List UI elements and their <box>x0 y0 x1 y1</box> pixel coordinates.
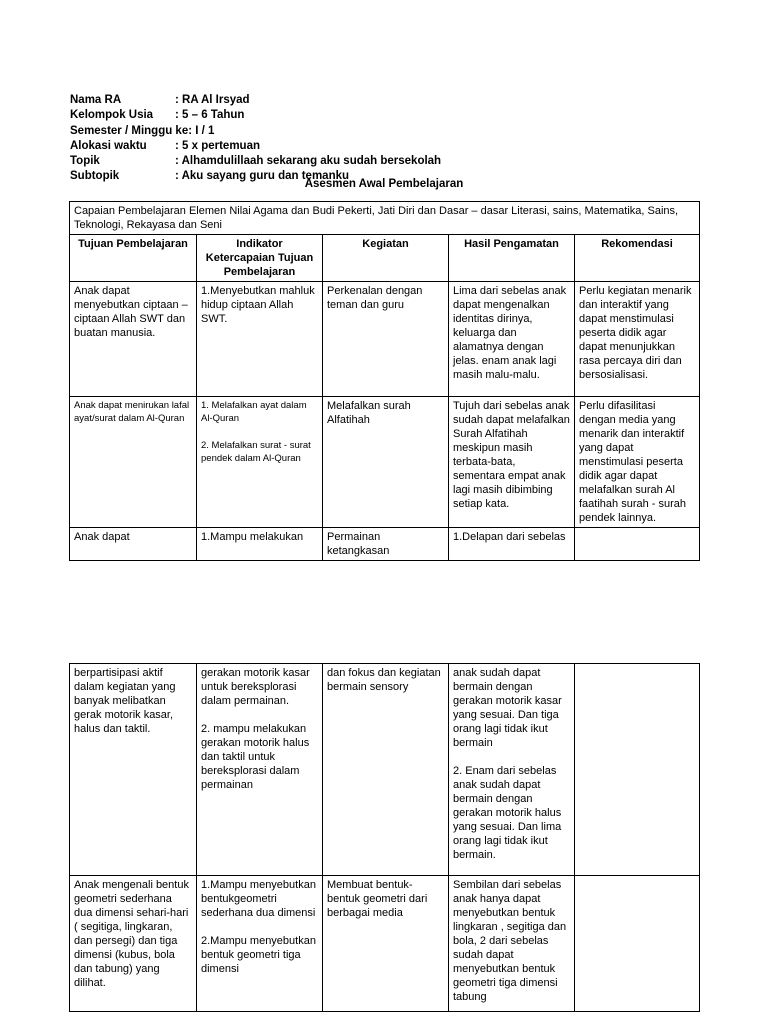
capaian-cell: Capaian Pembelajaran Elemen Nilai Agama dan Budi Pekerti, Jati Diri dan Dasar – dasar Literasi, sains, Matematika, Sains, Teknologi, Rekayasa dan Seni <box>70 202 700 235</box>
kegiatan-cell: Membuat bentuk-bentuk geometri dari berbagai media <box>323 876 449 1012</box>
field-value: : Aku sayang guru dan temanku <box>175 170 350 183</box>
field-value: : I / 1 <box>188 124 215 137</box>
indikator-item: 2. Melafalkan surat - surat pendek dalam Al-Quran <box>201 440 311 464</box>
hasil-cell <box>449 664 575 876</box>
field-value: : 5 – 6 Tahun <box>175 109 245 122</box>
field-label: Kelompok Usia <box>70 109 154 122</box>
field-label: Alokasi waktu <box>70 139 147 152</box>
field-value: : RA Al Irsyad <box>175 94 250 106</box>
column-header: Kegiatan <box>323 235 449 282</box>
indikator-cell: 1.Mampu melakukan <box>197 528 323 561</box>
tujuan-cell: Anak dapat menyebutkan ciptaan – ciptaan Allah SWT dan buatan manusia. <box>70 282 197 397</box>
hasil-item: anak sudah dapat bermain dengan gerakan motorik kasar yang sesuai. Dan tiga orang lagi tidak ikut bermain <box>453 667 562 749</box>
tujuan-cell: Anak dapat <box>70 528 197 561</box>
indikator-item: gerakan motorik kasar untuk bereksplorasi dalam permainan. <box>201 667 310 707</box>
column-header: Rekomendasi <box>575 235 700 282</box>
hasil-cell: Lima dari sebelas anak dapat mengenalkan identitas dirinya, keluarga dan alamatnya dengan jelas. enam anak lagi masih malu-malu. <box>449 282 575 397</box>
kegiatan-cell: dan fokus dan kegiatan bermain sensory <box>323 664 449 876</box>
hasil-cell: Sembilan dari sebelas anak hanya dapat menyebutkan bentuk lingkaran , segitiga dan bola, 2 dari sebelas sudah dapat menyebutkan bentuk geometri tiga dimensi tabung <box>449 876 575 1012</box>
hasil-cell: Tujuh dari sebelas anak sudah dapat melafalkan Surah Alfatihah meskipun masih terbata-bata, sementara empat anak lagi masih dibimbing setiap kata. <box>449 397 575 528</box>
kegiatan-cell: Melafalkan surah Alfatihah <box>323 397 449 528</box>
rekomendasi-cell <box>575 876 700 1012</box>
capaian-row <box>70 202 700 235</box>
table-row <box>70 528 700 561</box>
field-label: Nama RA <box>70 94 122 106</box>
rekomendasi-cell: Perlu difasilitasi dengan media yang menarik dan interaktif yang dapat menstimulasi peserta didik agar dapat melafalkan surah Al faatihah surah - surah pendek lainnya. <box>575 397 700 528</box>
field-value: : Alhamdulillaah sekarang aku sudah bersekolah <box>175 155 442 168</box>
table-row <box>70 397 700 528</box>
hasil-cell: 1.Delapan dari sebelas <box>449 528 575 561</box>
tujuan-cell: Anak dapat menirukan lafal ayat/surat dalam Al-Quran <box>70 397 197 528</box>
rekomendasi-cell <box>575 528 700 561</box>
kegiatan-cell: Perkenalan dengan teman dan guru <box>323 282 449 397</box>
page-title <box>0 178 768 190</box>
rekomendasi-cell: Perlu kegiatan menarik dan interaktif yang dapat menstimulasi peserta didik agar dapat menunjukkan rasa percaya diri dan bersosialisasi. <box>575 282 700 397</box>
field-label: Topik <box>70 155 100 168</box>
table-header-row <box>70 235 700 282</box>
indikator-item: 2.Mampu menyebutkan bentuk geometri tiga dimensi <box>201 935 316 975</box>
rekomendasi-cell <box>575 664 700 876</box>
indikator-item: 2. mampu melakukan gerakan motorik halus dan taktil untuk bereksplorasi dalam permainan <box>201 723 310 791</box>
indikator-cell: 1.Menyebutkan mahluk hidup ciptaan Allah SWT. <box>197 282 323 397</box>
table-row <box>70 282 700 397</box>
assessment-table-continued <box>69 663 700 1012</box>
indikator-cell <box>197 664 323 876</box>
field-topik <box>70 154 441 169</box>
field-kelompok-usia <box>70 108 441 123</box>
table-row <box>70 876 700 1012</box>
table-row <box>70 664 700 876</box>
field-value: : 5 x pertemuan <box>175 139 260 152</box>
column-header: Indikator Ketercapaian Tujuan Pembelajaran <box>197 235 323 282</box>
hasil-item: 2. Enam dari sebelas anak sudah dapat bermain dengan gerakan motorik halus yang sesuai. Dan lima orang lagi tidak ikut bermain. <box>453 765 562 861</box>
identity-header <box>70 93 441 185</box>
page-title-text: Asesmen Awal Pembelajaran <box>304 178 464 190</box>
field-nama-ra <box>70 93 441 108</box>
indikator-cell <box>197 876 323 1012</box>
assessment-table <box>69 201 700 561</box>
indikator-cell <box>197 397 323 528</box>
field-label: Semester / Minggu ke <box>70 124 189 137</box>
indikator-item: 1.Mampu menyebutkan bentukgeometri sederhana dua dimensi <box>201 879 316 919</box>
kegiatan-cell: Permainan ketangkasan <box>323 528 449 561</box>
field-semester <box>70 124 441 139</box>
indikator-item: 1. Melafalkan ayat dalam Al-Quran <box>201 400 307 424</box>
tujuan-cell: Anak mengenali bentuk geometri sederhana dua dimensi sehari-hari ( segitiga, lingkaran, dan persegi) dan tiga dimensi (kubus, bola dan tabung) yang dilihat. <box>70 876 197 1012</box>
column-header: Tujuan Pembelajaran <box>70 235 197 282</box>
tujuan-cell: berpartisipasi aktif dalam kegiatan yang banyak melibatkan gerak motorik kasar, halus dan taktil. <box>70 664 197 876</box>
column-header: Hasil Pengamatan <box>449 235 575 282</box>
field-alokasi-waktu <box>70 139 441 154</box>
field-label: Subtopik <box>70 170 120 183</box>
